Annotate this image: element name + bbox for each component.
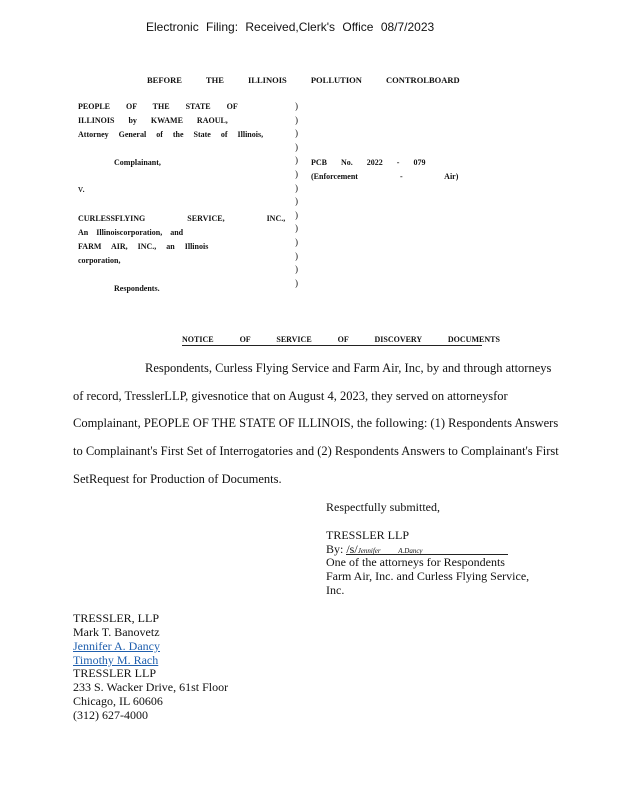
- signature-role-2: Farm Air, Inc. and Curless Flying Service,: [326, 569, 530, 583]
- attorney-dancy-link[interactable]: Jennifer A. Dancy: [73, 639, 160, 653]
- paren: ): [295, 264, 298, 275]
- by-prefix: By: /s/: [326, 542, 358, 556]
- caption-respondent-line-4: corporation,: [78, 256, 121, 265]
- caption-respondent-line-2: An Illinoiscorporation, and: [78, 228, 184, 237]
- paren: ): [295, 196, 298, 207]
- notice-title: NOTICE OF SERVICE OF DISCOVERY DOCUMENTS: [182, 335, 500, 344]
- paren: ): [295, 277, 298, 288]
- caption-respondent-line-1: CURLESSFLYING SERVICE, INC.,: [78, 214, 286, 223]
- signature-role-1: One of the attorneys for Respondents: [326, 555, 505, 569]
- paren: ): [295, 101, 298, 111]
- paren: ): [295, 128, 298, 139]
- caption-respondent-line-3: FARM AIR, INC., an Illinois: [78, 242, 209, 251]
- firm-address-2: Chicago, IL 60606: [73, 694, 163, 708]
- caption-paren-column: [295, 100, 298, 290]
- caption-versus: v.: [78, 184, 85, 195]
- caption-complainant: Complainant,: [114, 158, 161, 167]
- body-line-2: of record, TresslerLLP, givesnotice that on August 4, 2023, they served on attorneysfor: [73, 389, 508, 403]
- body-line-3: Complainant, PEOPLE OF THE STATE OF ILLINOIS, the following: (1) Respondents Answers: [73, 416, 559, 430]
- caption-people-line-1: PEOPLE OF THE STATE OF: [78, 102, 238, 111]
- paren: ): [295, 209, 298, 220]
- body-line-5: SetRequest for Production of Documents.: [73, 472, 282, 486]
- paren: ): [295, 236, 298, 247]
- caption-respondents: Respondents.: [114, 284, 160, 293]
- caption-people-line-2: ILLINOIS by KWAME RAOUL,: [78, 116, 228, 125]
- body-line-4: to Complainant's First Set of Interrogatories and (2) Respondents Answers to Complainant's First: [73, 444, 559, 458]
- paren: ): [295, 223, 298, 234]
- paren: ): [295, 168, 298, 179]
- caption-people-line-3: Attorney General of the State of Illinois,: [78, 130, 264, 139]
- signature-firm: TRESSLER LLP: [326, 528, 410, 542]
- firm-name-repeat: TRESSLER LLP: [73, 666, 157, 680]
- signature-role-3: Inc.: [326, 583, 345, 597]
- case-type: (Enforcement - Air): [311, 172, 459, 181]
- case-number: PCB No. 2022 - 079: [311, 158, 426, 167]
- notice-title-underline: [182, 345, 482, 346]
- paren: ): [295, 250, 298, 261]
- attorney-rach-link[interactable]: Timothy M. Rach: [73, 653, 159, 667]
- board-heading: BEFORE THE ILLINOIS POLLUTION CONTROLBOARD: [147, 75, 460, 85]
- firm-address-1: 233 S. Wacker Drive, 61st Floor: [73, 680, 229, 694]
- paren: ): [295, 141, 298, 152]
- paren: ): [295, 182, 298, 193]
- firm-name: TRESSLER, LLP: [73, 611, 160, 625]
- paren: ): [295, 155, 298, 166]
- electronic-signature: Jennifer A.Dancy: [357, 547, 423, 555]
- attorney-banovetz: Mark T. Banovetz: [73, 625, 160, 639]
- closing: Respectfully submitted,: [326, 500, 440, 514]
- paren: ): [295, 114, 298, 125]
- firm-phone: (312) 627-4000: [73, 708, 148, 722]
- filing-banner: Electronic Filing: Received,Clerk's Office 08/7/2023: [146, 20, 435, 34]
- body-line-1: Respondents, Curless Flying Service and Farm Air, Inc, by and through attorneys: [145, 361, 552, 375]
